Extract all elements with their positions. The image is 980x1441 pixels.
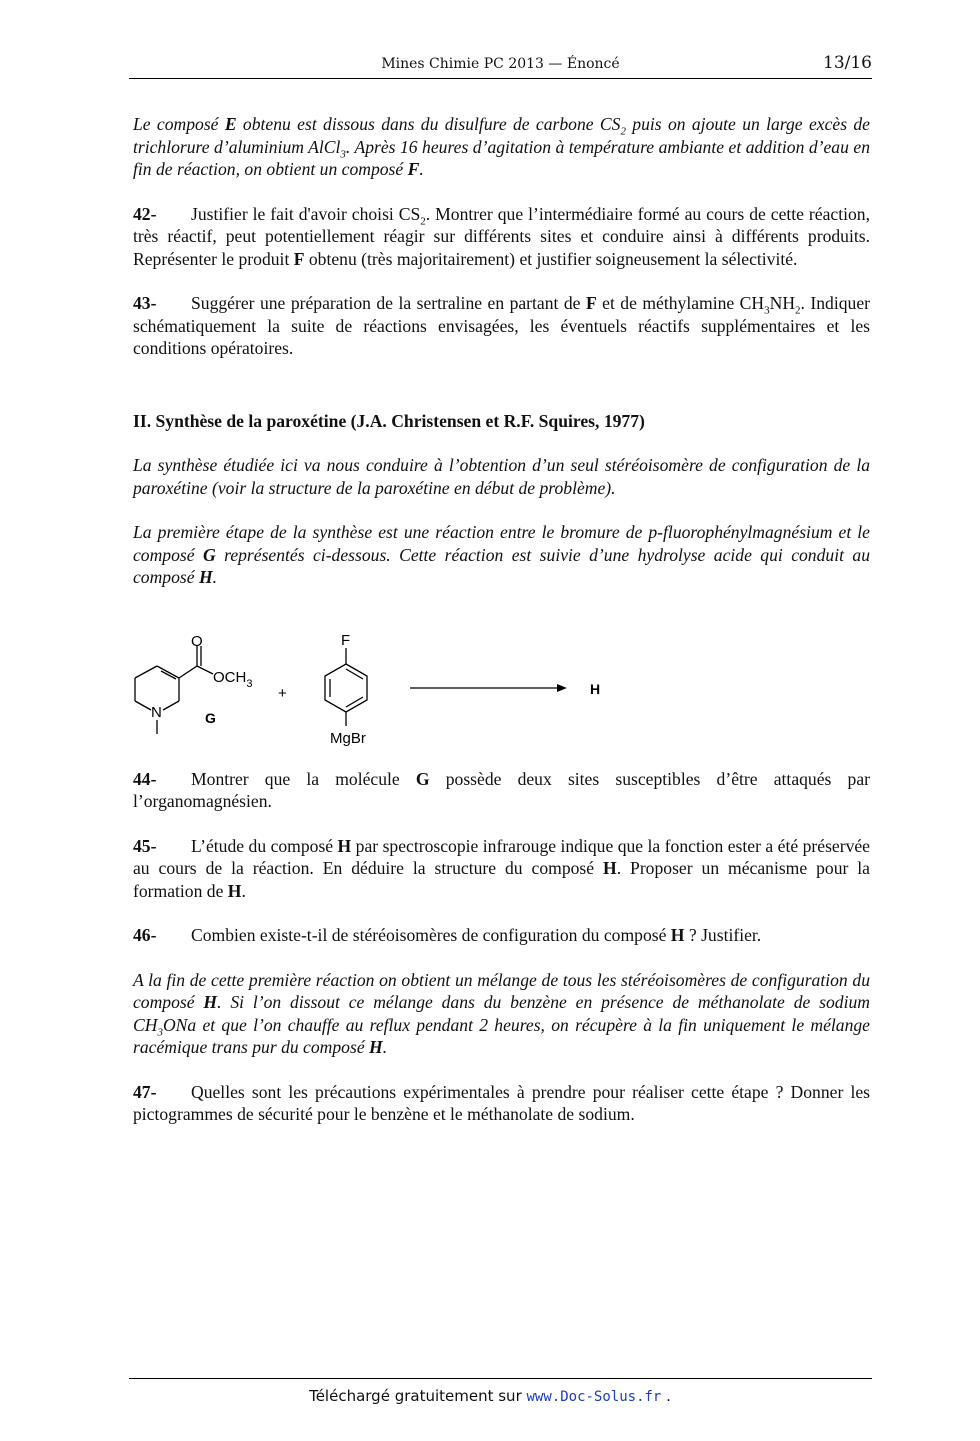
reaction-scheme-svg: [125, 628, 625, 753]
text: . Après 16 heures d’agitation à température ambiante et addition d’eau en fin de réaction, on obtient un composé: [133, 136, 870, 179]
subscript: 2: [795, 304, 801, 317]
text: Suggérer une préparation de la sertraline en partant de: [191, 293, 586, 313]
compound-g-label: G: [205, 710, 216, 726]
text: . Si l’on dissout ce mélange dans du benzène en présence de méthanolate de sodium CH: [133, 992, 870, 1035]
fluorine-label: F: [341, 632, 351, 649]
text: . Montrer que l’intermédiaire formé au cours de cette réaction, très réactif, peut potentiellement réagir sur différents sites et conduire ainsi à différents produits. Représenter le produit: [133, 203, 870, 269]
intro-paragraph: [133, 113, 870, 181]
text: .: [382, 1037, 388, 1057]
compound-label: H: [603, 858, 617, 878]
compound-g-structure: [135, 646, 213, 734]
compound-label: E: [224, 114, 237, 134]
text: .: [212, 567, 218, 587]
text: obtenu est dissous dans du disulfure de carbone CS: [236, 114, 621, 134]
compound-label: H: [227, 880, 242, 901]
plus-sign: +: [278, 685, 287, 702]
subscript: 3: [340, 148, 346, 161]
compound-label: F: [293, 248, 305, 269]
nitrogen-label: N: [151, 704, 162, 721]
question-number: 47-: [133, 1081, 157, 1102]
header-title: Mines Chimie PC 2013 — Énoncé: [381, 56, 620, 72]
text: puis on ajoute un large excès de trichlorure d’aluminium AlCl: [133, 114, 870, 157]
section-heading: II. Synthèse de la paroxétine (J.A. Christensen et R.F. Squires, 1977): [133, 410, 645, 431]
question-45: [133, 835, 870, 903]
text: .: [241, 880, 246, 901]
text: et de méthylamine CH: [596, 293, 765, 313]
text: Combien existe-t-il de stéréoisomères de configuration du composé: [191, 925, 671, 945]
compound-label: H: [198, 567, 213, 587]
compound-label: H: [670, 925, 685, 945]
text: Justifier le fait d'avoir choisi CS: [191, 203, 421, 224]
compound-label: F: [407, 159, 420, 179]
text: ? Justifier.: [684, 925, 762, 945]
paragraph-1: La synthèse étudiée ici va nous conduire à l’obtention d’un seul stéréoisomère de configuration de la paroxétine (voir la structure de la paroxétine en début de problème).: [133, 455, 870, 498]
question-number: 44-: [133, 768, 157, 789]
mgbr-label: MgBr: [330, 730, 366, 747]
compound-label: G: [202, 544, 216, 565]
text: L’étude du composé: [191, 835, 338, 856]
paragraph-2: [133, 521, 870, 589]
text: par spectroscopie infrarouge indique que la fonction ester a été préservée au cours de la réaction. En déduire la structure du composé: [133, 835, 870, 878]
product-h-label: H: [590, 681, 601, 697]
question-47: [133, 1081, 870, 1126]
question-number: 43-: [133, 293, 157, 313]
methoxy-label: $OCH_3$: [213, 669, 253, 690]
question-number: 46-: [133, 925, 157, 945]
question-42: [133, 203, 870, 271]
text: Montrer que la molécule: [191, 768, 416, 789]
text: A la fin de cette première réaction on obtient un mélange de tous les stéréoisomères de configuration du composé: [133, 969, 870, 1012]
subscript: 2: [620, 125, 626, 138]
question-46: [133, 924, 870, 947]
question-number: 45-: [133, 835, 157, 856]
reaction-arrow: [410, 684, 567, 692]
page-header: [129, 50, 872, 79]
text: possède deux sites susceptibles d’être attaqués par l’organomagnésien.: [133, 768, 871, 811]
text: . Indiquer schématiquement la suite de réactions envisagées, les éventuels réactifs supplémentaires et les conditions opératoires.: [133, 293, 870, 358]
text: .: [419, 159, 424, 179]
question-number: 42-: [133, 203, 157, 224]
question-43: [133, 292, 870, 360]
text: obtenu (très majoritairement) et justifier soigneusement la sélectivité.: [304, 248, 798, 269]
footer-end: .: [661, 1387, 671, 1405]
subscript: 3: [764, 304, 770, 317]
compound-label: G: [415, 768, 430, 789]
compound-label: F: [585, 293, 597, 313]
paragraph-3: [133, 969, 870, 1059]
page-content: [133, 113, 870, 1126]
footer-text: Téléchargé gratuitement sur: [309, 1387, 527, 1405]
footer-link[interactable]: www.Doc-Solus.fr: [526, 1389, 662, 1405]
compound-label: H: [369, 1037, 383, 1057]
compound-label: H: [203, 992, 218, 1012]
page-footer: [0, 1387, 980, 1405]
footer-rule: [129, 1378, 872, 1379]
subscript: 2: [420, 215, 426, 228]
reaction-scheme: [125, 628, 625, 753]
question-44: [133, 768, 870, 813]
text: NH: [769, 293, 796, 313]
compound-label: H: [337, 835, 352, 856]
text: Le composé: [133, 114, 225, 134]
text: . Proposer un mécanisme pour la formation de: [133, 858, 870, 901]
aryl-grignard-structure: [325, 648, 367, 726]
subscript: 3: [157, 1026, 163, 1039]
text: La première étape de la synthèse est une réaction entre le bromure de p-fluorophénylmagnésium et le composé: [133, 522, 870, 565]
text: ONa et que l’on chauffe au reflux pendant 2 heures, on récupère à la fin uniquement le mélange racémique trans pur du composé: [133, 1014, 870, 1057]
page-number: 13/16: [823, 53, 872, 73]
text: représentés ci-dessous. Cette réaction est suivie d’une hydrolyse acide qui conduit au composé: [133, 544, 870, 587]
text: Quelles sont les précautions expérimentales à prendre pour réaliser cette étape ? Donner les pictogrammes de sécurité pour le benzène et le méthanolate de sodium.: [133, 1081, 870, 1124]
oxygen-label: O: [191, 633, 203, 650]
